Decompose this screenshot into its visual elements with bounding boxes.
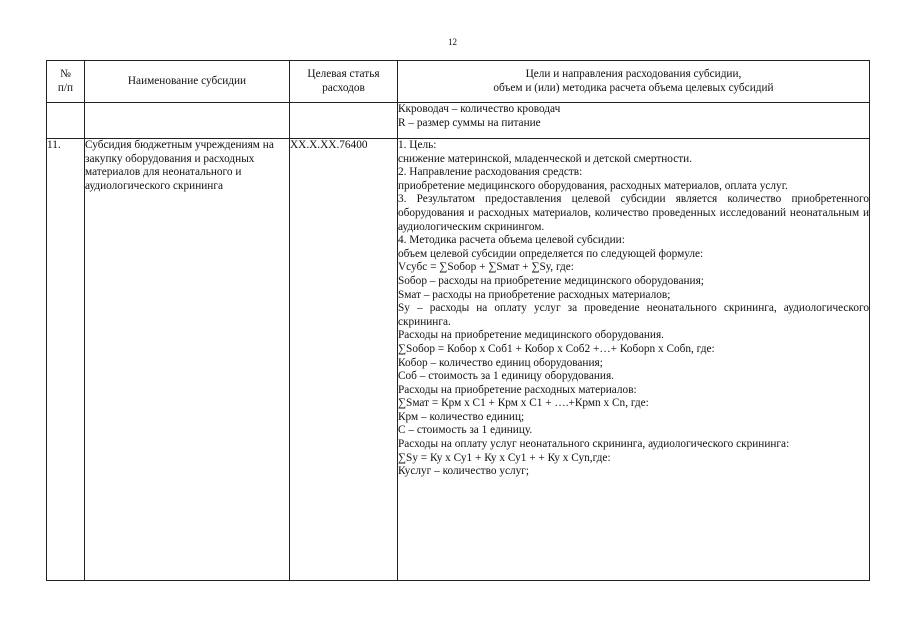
header-code-line-2: расходов: [322, 81, 365, 94]
subsidy-description: [398, 139, 870, 581]
cont-line: Ккроводач – количество кроводач: [398, 103, 561, 115]
desc-line: Sу – расходы на оплату услуг за проведение неонатального скрининга, аудиологического скрининга.: [398, 302, 869, 328]
page-number: 12: [448, 37, 457, 47]
table-row-continuation: [47, 103, 870, 139]
cont-code-cell: [290, 103, 398, 139]
header-code-line-1: Целевая статья: [307, 67, 380, 80]
target-article-code: XX.X.XX.76400: [290, 139, 398, 581]
row-number: 11.: [47, 139, 85, 581]
header-desc-line-1: Цели и направления расходования субсидии,: [525, 67, 742, 80]
desc-line: Расходы на приобретение медицинского оборудования.: [398, 329, 664, 342]
header-num-line-1: №: [60, 67, 71, 80]
desc-line: приобретение медицинского оборудования, расходных материалов, оплата услуг.: [398, 179, 788, 192]
header-desc-line-2: объем и (или) методика расчета объема целевых субсидий: [493, 81, 774, 94]
table-row: [47, 139, 870, 581]
desc-line: 3. Результатом предоставления целевой субсидии является количество приобретенного оборудования и расходных материалов, количество проведенных исследований неонатальным и аудиологическим скринингом.: [398, 193, 869, 233]
desc-line: Куслуг – количество услуг;: [398, 465, 530, 478]
subsidy-name: Субсидия бюджетным учреждениям на закупку оборудования и расходных материалов для неонатального и аудиологического скрининга: [85, 139, 290, 581]
desc-line: Крм – количество единиц;: [398, 410, 525, 423]
header-desc: [398, 61, 870, 103]
desc-line: 4. Методика расчета объема целевой субсидии:: [398, 234, 625, 247]
table-header-row: [47, 61, 870, 103]
cont-num-cell: [47, 103, 85, 139]
desc-line: объем целевой субсидии определяется по следующей формуле:: [398, 247, 704, 260]
desc-line: 1. Цель:: [398, 139, 437, 151]
desc-line: Sмат – расходы на приобретение расходных материалов;: [398, 288, 671, 301]
desc-line: ∑Sмат = Крм х С1 + Крм х С1 + ….+Крмn х Сn, где:: [398, 397, 649, 410]
desc-line: Кобор – количество единиц оборудования;: [398, 356, 603, 369]
cont-desc-cell: [398, 103, 870, 139]
header-num: [47, 61, 85, 103]
desc-line: снижение материнской, младенческой и детской смертности.: [398, 152, 693, 165]
header-code: [290, 61, 398, 103]
desc-line: Соб – стоимость за 1 единицу оборудования.: [398, 370, 614, 383]
header-name: Наименование субсидии: [85, 61, 290, 103]
header-num-line-2: п/п: [57, 81, 74, 94]
desc-line: Sобор – расходы на приобретение медицинского оборудования;: [398, 274, 704, 287]
desc-line: Расходы на приобретение расходных материалов:: [398, 383, 637, 396]
cont-name-cell: [85, 103, 290, 139]
desc-line: С – стоимость за 1 единицу.: [398, 424, 533, 437]
desc-line: Vсубс = ∑Sобор + ∑Sмат + ∑Sу, где:: [398, 261, 574, 274]
cont-line: R – размер суммы на питание: [398, 116, 541, 129]
desc-line: ∑Sу = Ку х Су1 + Ку х Су1 + + Ку х Суn,где:: [398, 451, 611, 464]
desc-line: 2. Направление расходования средств:: [398, 166, 583, 179]
desc-line: Расходы на оплату услуг неонатального скрининга, аудиологического скрининга:: [398, 438, 790, 451]
desc-line: ∑Sобор = Кобор х Соб1 + Кобор х Соб2 +…+ Коборn х Собn, где:: [398, 342, 715, 355]
subsidy-table: [46, 60, 870, 581]
